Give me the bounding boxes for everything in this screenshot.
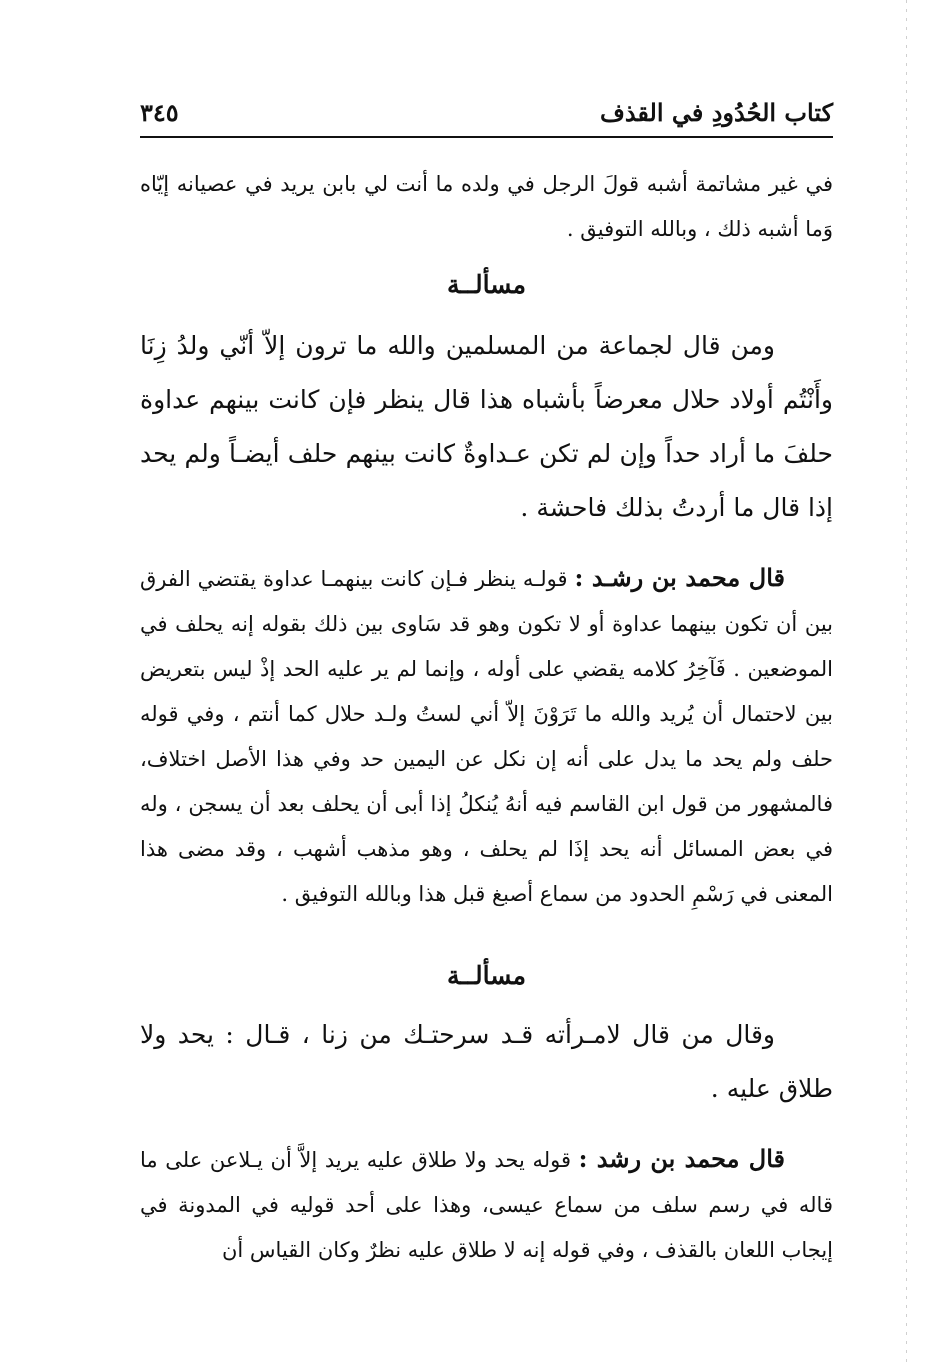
page-edge-line [906, 0, 907, 1365]
paragraph-continuation: في غير مشاتمة أشبه قولَ الرجل في ولده ما أنت لي بابن يريد في عصيانه إيّاه وَما أشبه ذلك ، وبالله التوفيق . [140, 172, 833, 241]
commentary-paragraph-2 [140, 1136, 833, 1273]
commentary-text: قولـه ينظر فـإن كانت بينهمـا عداوة يقتضي الفرق بين أن تكون بينهما عداوة أو لا تكون وهو قد سَاوى بين ذلك بقوله إنه يحلف في الموضعين . فَآخِرُ كلامه يقضي على أوله ، وإنما لم ير عليه الحد إذْ ليس بتعريض بين لاحتمال أن يُريد والله ما تَرَوْنَ إلاّ أني لستُ ولـد حلال كما أنتم ، وفي قوله حلف ولم يحد ما يدل على أنه إن نكل عن اليمين حد وفي هذا الأصل اختلاف، فالمشهور من قول ابن القاسم فيه أنهُ يُنكلُ إذا أبى أن يحلف بعد أن يسجن ، وله في بعض المسائل أنه يحد إذَا لم يحلف ، وهو مذهب أشهب ، وقد مضى هذا المعنى في رَسْمِ الحدود من سماع أصبغ قبل هذا وبالله التوفيق . [140, 567, 833, 906]
commentator-name: قال محمد بن رشـد : [574, 563, 785, 592]
section-heading-1: مسألــة [447, 270, 526, 299]
running-title: كتاب الحُدُودِ في القذف [599, 98, 833, 127]
page-header [140, 92, 833, 138]
page-number: ٣٤٥ [140, 98, 179, 127]
commentary-paragraph-1 [140, 555, 833, 917]
commentator-name: قال محمد بن رشد : [578, 1144, 785, 1173]
question-paragraph-1: ومن قال لجماعة من المسلمين والله ما ترون إلاّ أنّي ولدُ زِنَا وأَنْتُم أولاد حلال معرضاً بأشباه هذا قال ينظر فإن كانت بينهم عداوة حلفَ ما أراد حداً وإن لم تكن عـداوةٌ كانت بينهم حلف أيضـاً ولم يحد إذا قال ما أردتُ بذلك فاحشة . [140, 331, 833, 522]
page-content [140, 162, 833, 1273]
section-heading-2: مسألــة [447, 961, 526, 990]
question-paragraph-2: وقال من قال لامـرأته قـد سرحتـك من زنا ، قـال : يحد ولا طلاق عليه . [140, 1020, 833, 1103]
commentary-text: قوله يحد ولا طلاق عليه يريد إلاَّ أن يـلاعن على ما قاله في رسم سلف من سماع عيسى، وهذا على أحد قوليه في المدونة في إيجاب اللعان بالقذف ، وفي قوله إنه لا طلاق عليه نظرٌ وكان القياس أن [140, 1148, 833, 1262]
